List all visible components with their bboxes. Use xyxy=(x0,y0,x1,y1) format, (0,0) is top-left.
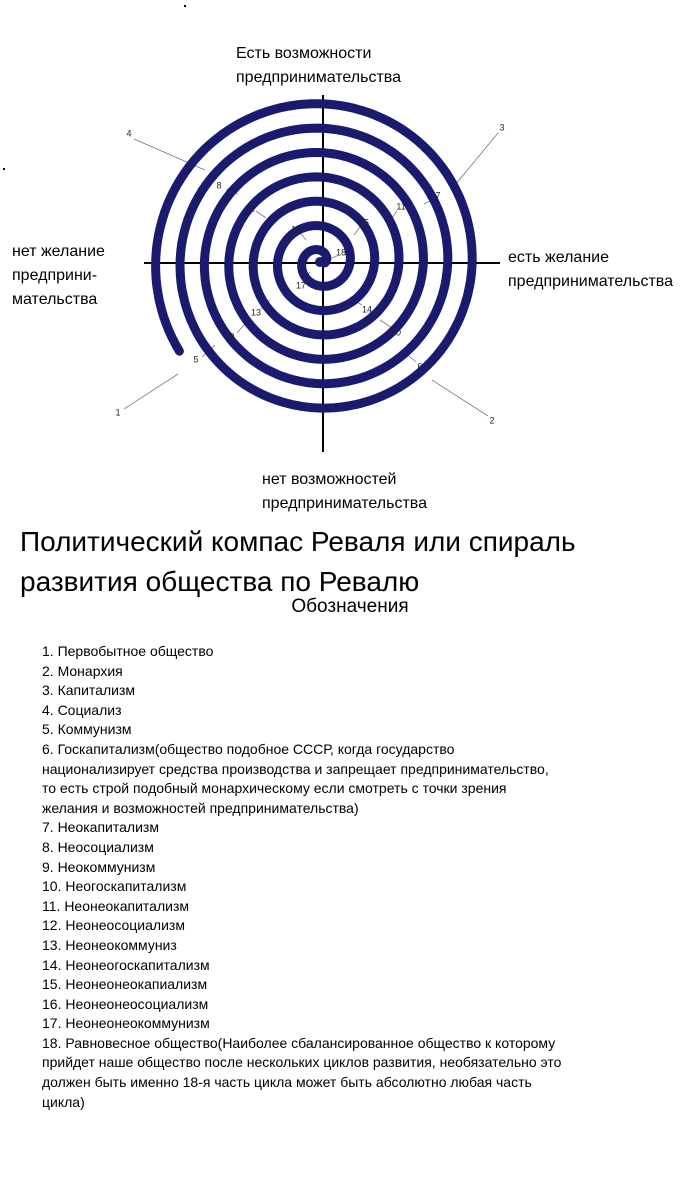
development-spiral xyxy=(156,104,473,408)
page-title: Политический компас Реваля или спираль развития общества по Ревалю xyxy=(20,526,576,597)
legend-item: 17. Неонеонеокоммунизм xyxy=(42,1015,210,1032)
marker-label: 9 xyxy=(229,331,235,342)
axis-label-left: нет желание предприни- мательства xyxy=(12,243,105,308)
marker-leader-line xyxy=(354,227,360,235)
marker-leader-line xyxy=(124,374,178,409)
legend-item: 10. Неогоскапитализм xyxy=(42,878,187,895)
legend-item: 7. Неокапитализм xyxy=(42,819,159,836)
marker-label: 10 xyxy=(390,327,402,338)
marker-label: 13 xyxy=(250,307,262,318)
marker-leader-line xyxy=(432,380,488,416)
legend-item: 1. Первобытное общество xyxy=(42,643,214,659)
legend-item: 15. Неонеонеокапиализм xyxy=(42,976,208,993)
axis-label-right: есть желание предпринимательства xyxy=(508,249,673,290)
marker-label: 14 xyxy=(361,304,373,315)
marker-label: 16 xyxy=(290,224,302,235)
marker-label: 11 xyxy=(396,201,406,212)
legend-heading: Обозначения xyxy=(291,596,409,617)
marker-label: 1 xyxy=(115,407,121,418)
marker-leader-line xyxy=(455,133,498,185)
axis-label-top: Есть возможности предпринимательства xyxy=(236,45,401,86)
marker-label: 12 xyxy=(244,203,256,214)
marker-label: 4 xyxy=(126,128,132,139)
legend-item: 13. Неонеокоммуниз xyxy=(42,936,177,953)
marker-label: 7 xyxy=(435,190,441,201)
marker-label: 17 xyxy=(295,280,307,291)
legend-item: 3. Капитализм xyxy=(42,682,135,699)
marker-leader-line xyxy=(301,234,306,240)
legend-list xyxy=(42,642,562,1112)
legend-item: 4. Социализ xyxy=(42,701,122,718)
marker-label: 2 xyxy=(489,415,495,426)
legend-item: 6. Госкапитализм(общество подобное СССР, когда государство национализирует средства производства и запрещает предпринимательство, то есть строй подобный монархическому если смотреть с точки зрения желания и возможностей предпринимательства) xyxy=(42,740,549,816)
marker-label: 3 xyxy=(499,122,505,133)
legend-item: 14. Неонеогоскапитализм xyxy=(42,956,210,973)
legend-item: 16. Неонеонеосоциализм xyxy=(42,995,209,1012)
legend-item: 2. Монархия xyxy=(42,662,123,679)
legend-item: 9. Неокоммунизм xyxy=(42,858,156,875)
axis-label-bottom: нет возможностей предпринимательства xyxy=(262,471,427,512)
marker-leader-line xyxy=(256,211,266,218)
marker-label: 15 xyxy=(358,217,370,228)
legend-item: 5. Коммунизм xyxy=(42,721,132,738)
marker-label: 5 xyxy=(193,354,199,365)
marker-label: 18 xyxy=(335,247,347,258)
spiral-center-dot xyxy=(315,257,325,267)
marker-label: 8 xyxy=(216,180,222,191)
marker-label: 6 xyxy=(417,361,423,372)
legend-container xyxy=(42,642,562,1124)
legend-item: 12. Неонеосоциализм xyxy=(42,917,185,934)
legend-item: 8. Неосоциализм xyxy=(42,838,154,855)
legend-item: 11. Неонеокапитализм xyxy=(42,897,189,914)
legend-item: 18. Равновесное общество(Наиболее сбалансированное общество к которому прийдет наше общество после нескольких циклов развития, необязательно это должен быть именно 18-я часть цикла может быть абсолютно любая часть цикла) xyxy=(42,1034,562,1110)
